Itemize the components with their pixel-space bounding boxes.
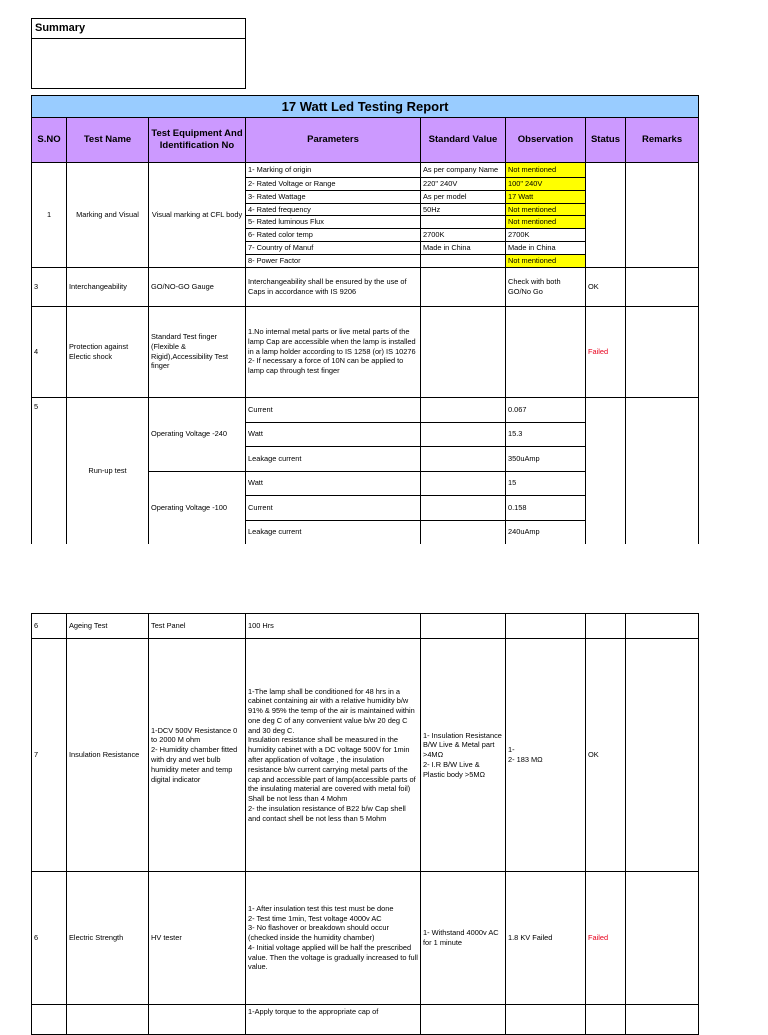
cell-remarks [626,1005,699,1035]
table-row [32,306,699,397]
cell-parameter: 5- Rated luminous Flux [246,216,421,229]
cell-standard [421,216,506,229]
cell-parameter: Leakage current [246,446,421,471]
cell-standard: As per model [421,190,506,203]
cell-parameter: 1.No internal metal parts or live metal parts of the lamp Cap are accessible when the lamp is installed in a lamp holder according to IS 1258 (or) IS 10276 2- If necessary a force of 10N can be applied to lamp cap through test finger [246,306,421,397]
cell-test-name: Ageing Test [67,614,149,639]
cell-test-name: Protection against Electic shock [67,306,149,397]
cell-parameter: 2- Rated Voltage or Range [246,178,421,191]
summary-box [31,18,246,89]
cell-standard: 50Hz [421,203,506,216]
cell-parameter: Watt [246,471,421,495]
cell-equipment [149,1005,246,1035]
cell-status: Failed [586,306,626,397]
cell-remarks [626,306,699,397]
cell-test-name: Interchangeability [67,267,149,306]
header-observation: Observation [506,118,586,163]
table-row [32,1005,699,1035]
table-row [32,163,699,178]
cell-parameter: Current [246,397,421,422]
cell-remarks [626,397,699,544]
cell-parameter: 6- Rated color temp [246,229,421,242]
cell-remarks [626,614,699,639]
header-sno: S.NO [32,118,67,163]
cell-status [586,163,626,267]
report-page-2 [31,613,699,1035]
cell-status: Failed [586,872,626,1005]
cell-equipment: HV tester [149,872,246,1005]
cell-remarks [626,267,699,306]
cell-standard: Made in China [421,241,506,254]
cell-observation: 17 Watt [506,190,586,203]
cell-observation: Check with both GO/No Go [506,267,586,306]
report-title: 17 Watt Led Testing Report [32,96,699,118]
cell-status [586,397,626,544]
cell-standard: 1- Withstand 4000v AC for 1 minute [421,872,506,1005]
cell-observation: Not mentioned [506,254,586,267]
cell-observation: 15 [506,471,586,495]
cell-parameter: Current [246,495,421,520]
cell-sno: 4 [32,306,67,397]
cell-equipment: Operating Voltage -100 [149,471,246,544]
cell-parameter: 1-The lamp shall be conditioned for 48 hrs in a cabinet containing air with a relative humidity b/w 91% & 95% the temp of the air is maintained within one deg C of any convenient value b/w 20 deg C and 30 deg C. Insulation resistance shall be measured in the humidity cabinet with a DC voltage 500V for 1min after application of voltage , the insulation resistance b/w current carrying metal parts of the cap and accessible part of lamp(accessible parts of the insulating material are covered with metal foil) Shall be not less than 4 Mohm 2- the insulation resistance of B22 b/w Cap shell and contact shell be not less than 5 Mohm [246,639,421,872]
table-row [32,397,699,422]
summary-title: Summary [32,19,245,39]
header-status: Status [586,118,626,163]
cell-observation: 1.8 KV Failed [506,872,586,1005]
cell-standard [421,471,506,495]
cell-observation: 350uAmp [506,446,586,471]
cell-standard [421,422,506,446]
cell-observation: 2700K [506,229,586,242]
cell-parameter: Leakage current [246,520,421,544]
cell-status [586,1005,626,1035]
cell-parameter: Interchangeability shall be ensured by the use of Caps in accordance with IS 9206 [246,267,421,306]
cell-remarks [626,639,699,872]
cell-parameter: 1- Marking of origin [246,163,421,178]
cell-parameter: 1-Apply torque to the appropriate cap of [246,1005,421,1035]
cell-observation: 240uAmp [506,520,586,544]
cell-parameter: 1- After insulation test this test must be done 2- Test time 1min, Test voltage 4000v AC 3- No flashover or breakdown should occur (checked inside the humidity chamber) 4- Initial voltage applied will be half the prescribed value. Then the voltage is gradually increased to full value. [246,872,421,1005]
cell-sno [32,1005,67,1035]
cell-standard: 2700K [421,229,506,242]
cell-standard: As per company Name [421,163,506,178]
cell-sno: 5 [32,397,67,544]
cell-standard [421,614,506,639]
table-row [32,639,699,872]
report-table [31,95,699,544]
header-remarks: Remarks [626,118,699,163]
cell-parameter: Watt [246,422,421,446]
cell-test-name: Marking and Visual [67,163,149,267]
cell-sno: 6 [32,872,67,1005]
cell-parameter: 4- Rated frequency [246,203,421,216]
cell-observation: 0.067 [506,397,586,422]
cell-equipment: GO/NO-GO Gauge [149,267,246,306]
cell-standard [421,520,506,544]
cell-observation: 100" 240V [506,178,586,191]
report-table-continued [31,613,699,1035]
cell-standard [421,446,506,471]
cell-parameter: 100 Hrs [246,614,421,639]
cell-observation [506,306,586,397]
cell-observation: 0.158 [506,495,586,520]
cell-test-name: Insulation Resistance [67,639,149,872]
header-standard-value: Standard Value [421,118,506,163]
cell-standard: 220" 240V [421,178,506,191]
cell-observation [506,614,586,639]
cell-observation [506,1005,586,1035]
cell-test-name: Electric Strength [67,872,149,1005]
cell-standard [421,495,506,520]
header-equipment: Test Equipment And Identification No [149,118,246,163]
cell-observation: 1- 2- 183 MΩ [506,639,586,872]
cell-equipment: Standard Test finger (Flexible & Rigid),Accessibility Test finger [149,306,246,397]
header-parameters: Parameters [246,118,421,163]
cell-parameter: 3- Rated Wattage [246,190,421,203]
table-row [32,872,699,1005]
cell-sno: 6 [32,614,67,639]
cell-sno: 7 [32,639,67,872]
cell-observation: Not mentioned [506,216,586,229]
cell-test-name: Run-up test [67,397,149,544]
cell-observation: 15.3 [506,422,586,446]
cell-equipment: Visual marking at CFL body [149,163,246,267]
cell-standard: 1- Insulation Resistance B/W Live & Metal part >4MΩ 2- I.R B/W Live & Plastic body >5MΩ [421,639,506,872]
cell-standard [421,306,506,397]
cell-standard [421,1005,506,1035]
report-page-1 [31,95,699,544]
cell-standard [421,397,506,422]
cell-sno: 1 [32,163,67,267]
cell-parameter: 7- Country of Manuf [246,241,421,254]
header-test-name: Test Name [67,118,149,163]
cell-test-name [67,1005,149,1035]
cell-remarks [626,872,699,1005]
cell-equipment: Test Panel [149,614,246,639]
cell-observation: Not mentioned [506,203,586,216]
cell-sno: 3 [32,267,67,306]
table-row [32,614,699,639]
cell-status [586,614,626,639]
cell-parameter: 8- Power Factor [246,254,421,267]
cell-remarks [626,163,699,267]
cell-observation: Not mentioned [506,163,586,178]
cell-status: OK [586,267,626,306]
table-row [32,267,699,306]
cell-standard [421,267,506,306]
cell-equipment: 1-DCV 500V Resistance 0 to 2000 M ohm 2- Humidity chamber fitted with dry and wet bulb humidity meter and temp digital indicator [149,639,246,872]
cell-standard [421,254,506,267]
header-row [32,118,699,163]
cell-equipment: Operating Voltage -240 [149,397,246,471]
cell-observation: Made in China [506,241,586,254]
cell-status: OK [586,639,626,872]
